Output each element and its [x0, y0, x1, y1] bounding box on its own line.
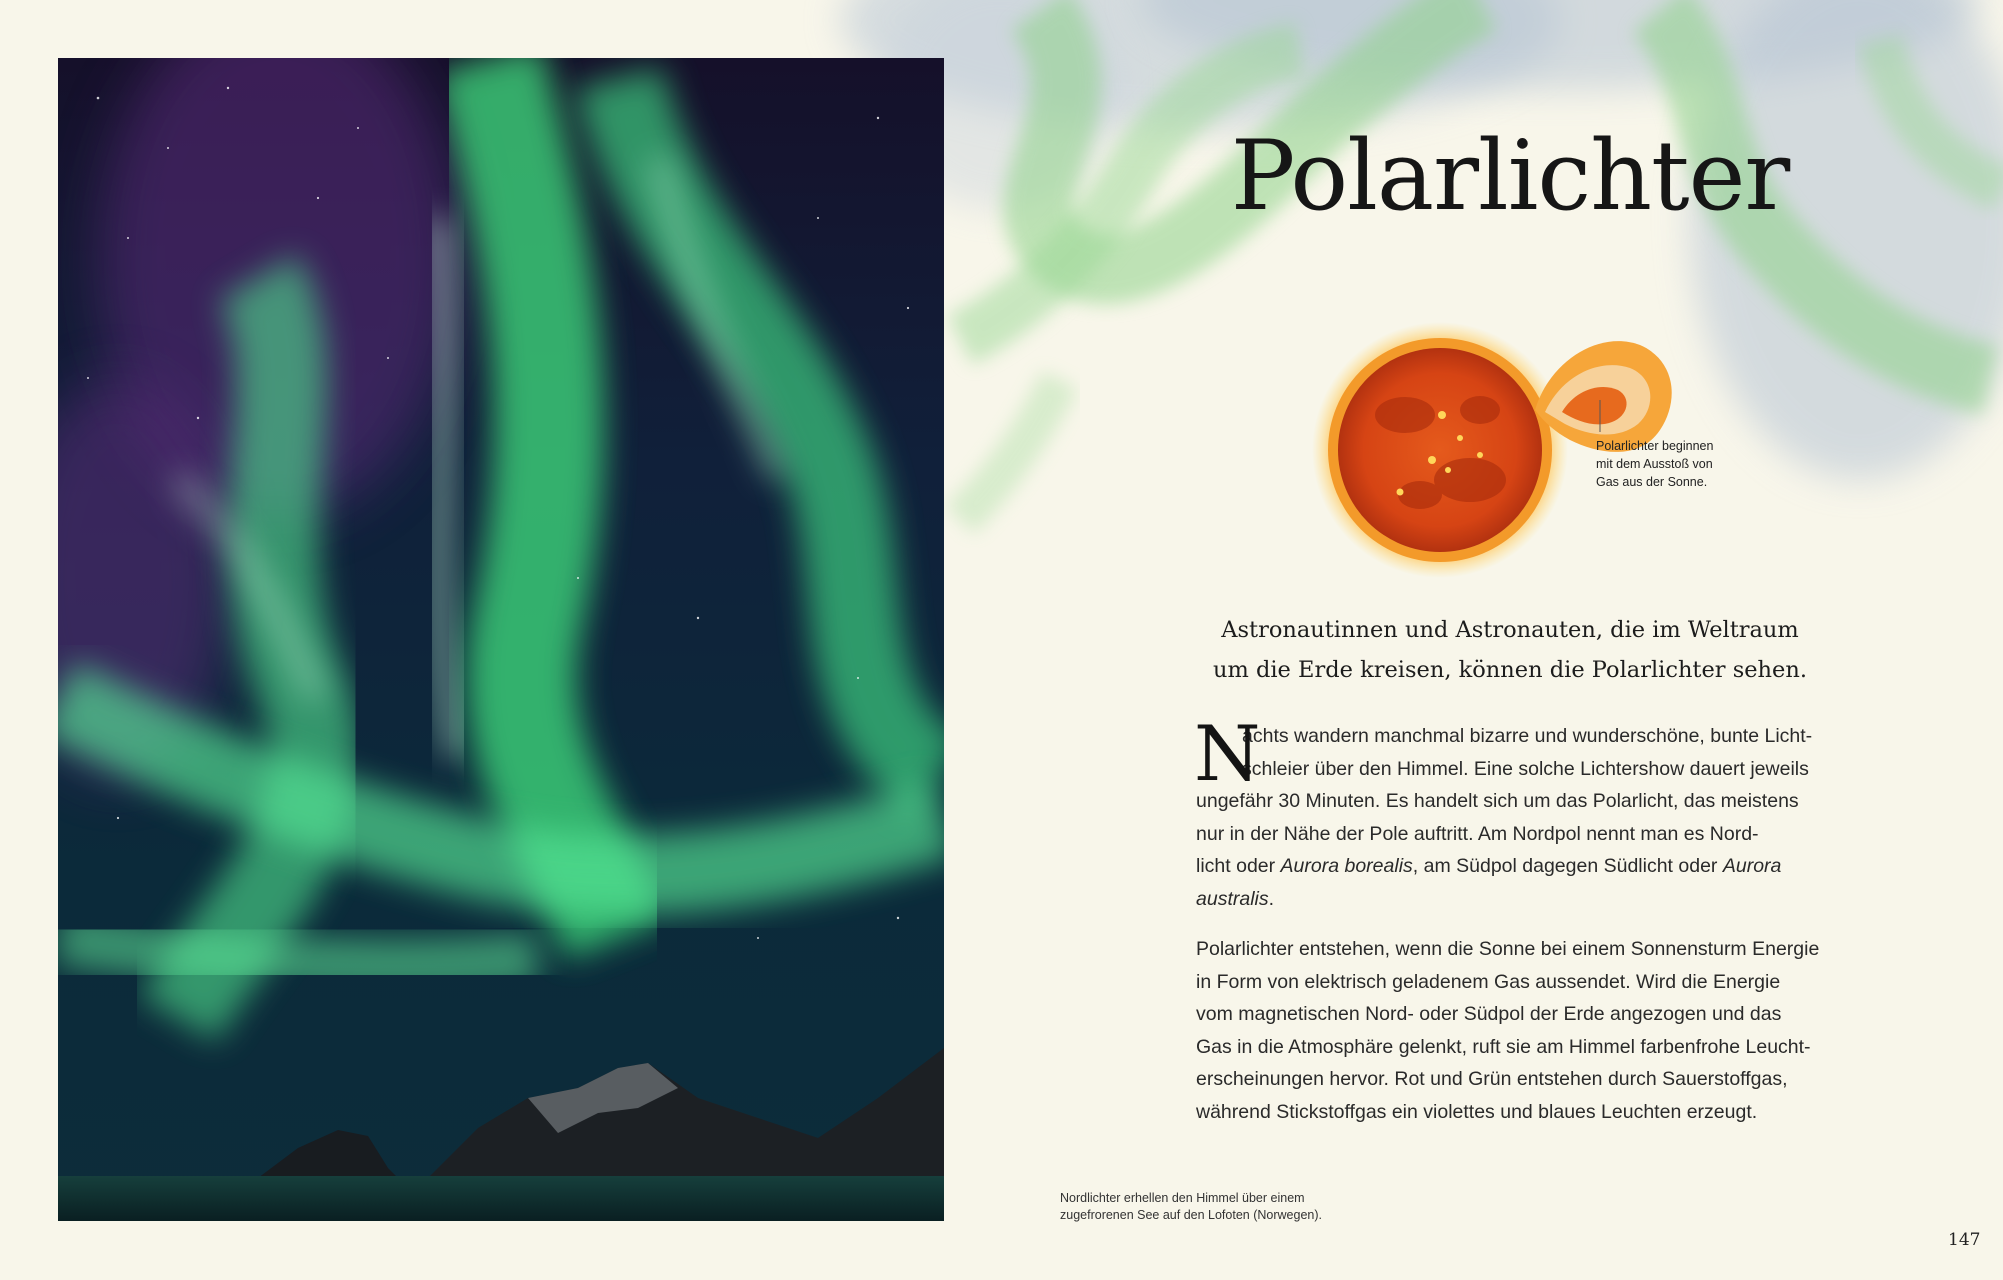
paragraph-line: während Stickstoffgas ein violettes und blaues Leuchten erzeugt.: [1196, 1100, 1758, 1123]
aurora-photograph: [58, 58, 944, 1221]
australis-term: australis: [1196, 887, 1269, 910]
text-run: , am Südpol dagegen Südlicht oder: [1412, 855, 1723, 877]
page-title: Polarlichter: [1230, 120, 1790, 232]
sun-caption-line: Polarlichter beginnen: [1596, 439, 1714, 453]
paragraph-line: ungefähr 30 Minuten. Es handelt sich um das Polarlicht, das meistens: [1196, 790, 1799, 812]
drop-cap: N: [1194, 709, 1261, 798]
paragraph-line: Gas in die Atmosphäre gelenkt, ruft sie am Himmel farbenfrohe Leucht-: [1196, 1035, 1811, 1058]
paragraph-line: erscheinungen hervor. Rot und Grün entstehen durch Sauerstoffgas,: [1196, 1068, 1788, 1090]
page-number: 147: [1948, 1230, 1981, 1250]
paragraph-line: Polarlichter entstehen, wenn die Sonne bei einem Sonnensturm Energie: [1196, 938, 1820, 960]
intro-text: [1180, 610, 1840, 690]
photo-caption: [1060, 1190, 1400, 1224]
paragraph-line: schleier über den Himmel. Eine solche Lichtershow dauert jeweils: [1242, 757, 1809, 780]
intro-line: um die Erde kreisen, können die Polarlichter sehen.: [1212, 657, 1808, 683]
text-run: licht oder: [1196, 855, 1281, 877]
paragraph-1: [1194, 709, 1836, 915]
photo-caption-line: zugefrorenen See auf den Lofoten (Norwegen).: [1060, 1208, 1322, 1222]
paragraph-line: nur in der Nähe der Pole auftritt. Am Nordpol nennt man es Nord-: [1196, 822, 1759, 845]
photo-caption-line: Nordlichter erhellen den Himmel über einem: [1060, 1191, 1305, 1205]
paragraph-line: vom magnetischen Nord- oder Südpol der Erde angezogen und das: [1196, 1003, 1782, 1025]
aurora-term: Aurora: [1722, 855, 1782, 877]
paragraph-line: [1196, 850, 1836, 883]
text-run: .: [1268, 887, 1275, 910]
sun-caption-line: mit dem Ausstoß von: [1596, 457, 1713, 471]
paragraph-2: [1196, 933, 1836, 1128]
intro-line: Astronautinnen und Astronauten, die im Weltraum: [1221, 617, 1799, 643]
paragraph-line: [1196, 883, 1836, 916]
sun-caption: [1596, 437, 1756, 491]
paragraph-line: achts wandern manchmal bizarre und wunderschöne, bunte Licht-: [1242, 725, 1813, 747]
paragraph-line: in Form von elektrisch geladenem Gas aussendet. Wird die Energie: [1196, 970, 1781, 993]
sun-caption-line: Gas aus der Sonne.: [1596, 475, 1708, 489]
aurora-borealis-term: Aurora borealis: [1280, 855, 1413, 877]
body-text: [1194, 709, 1836, 1128]
